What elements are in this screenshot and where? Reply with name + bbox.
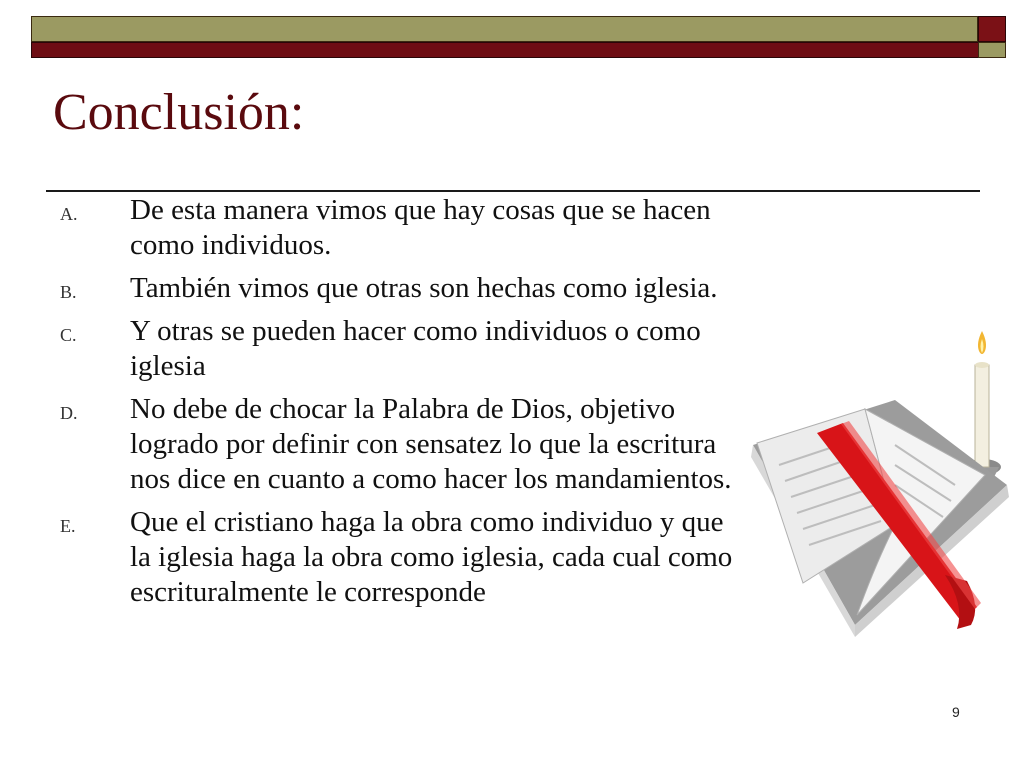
top-bar-olive-stripe	[31, 16, 978, 42]
bullet-text: Que el cristiano haga la obra como individuo y que la iglesia haga la obra como iglesia, cada cual como escrituralmente le corresponde	[130, 506, 733, 608]
bullet-item-d	[60, 392, 740, 497]
bullet-item-a	[60, 193, 740, 263]
bullet-marker: B.	[60, 282, 77, 302]
bible-with-candle-icon	[745, 325, 1015, 645]
top-bar-corner-olive-square	[978, 42, 1006, 58]
bullet-item-e	[60, 505, 740, 610]
bullet-text: No debe de chocar la Palabra de Dios, objetivo logrado por definir con sensatez lo que la escritura nos dice en cuanto a como hacer los mandamientos.	[130, 393, 732, 495]
page-number: 9	[952, 704, 960, 720]
bullet-marker: D.	[60, 403, 78, 423]
bullet-marker: C.	[60, 325, 77, 345]
title-divider	[46, 190, 980, 192]
bullet-item-b	[60, 271, 740, 306]
bullet-list	[60, 193, 740, 618]
bullet-text: Y otras se pueden hacer como individuos o como iglesia	[130, 315, 701, 382]
bullet-text: De esta manera vimos que hay cosas que se hacen como individuos.	[130, 194, 711, 261]
book-icon	[751, 400, 1009, 637]
bullet-text: También vimos que otras son hechas como iglesia.	[130, 272, 718, 304]
slide-title: Conclusión:	[53, 84, 305, 141]
top-bar-corner-red-square	[978, 16, 1006, 42]
top-decorative-bar	[31, 16, 1006, 58]
top-bar-maroon-stripe	[31, 42, 1006, 58]
bullet-marker: A.	[60, 204, 78, 224]
bullet-item-c	[60, 314, 740, 384]
bullet-marker: E.	[60, 516, 76, 536]
